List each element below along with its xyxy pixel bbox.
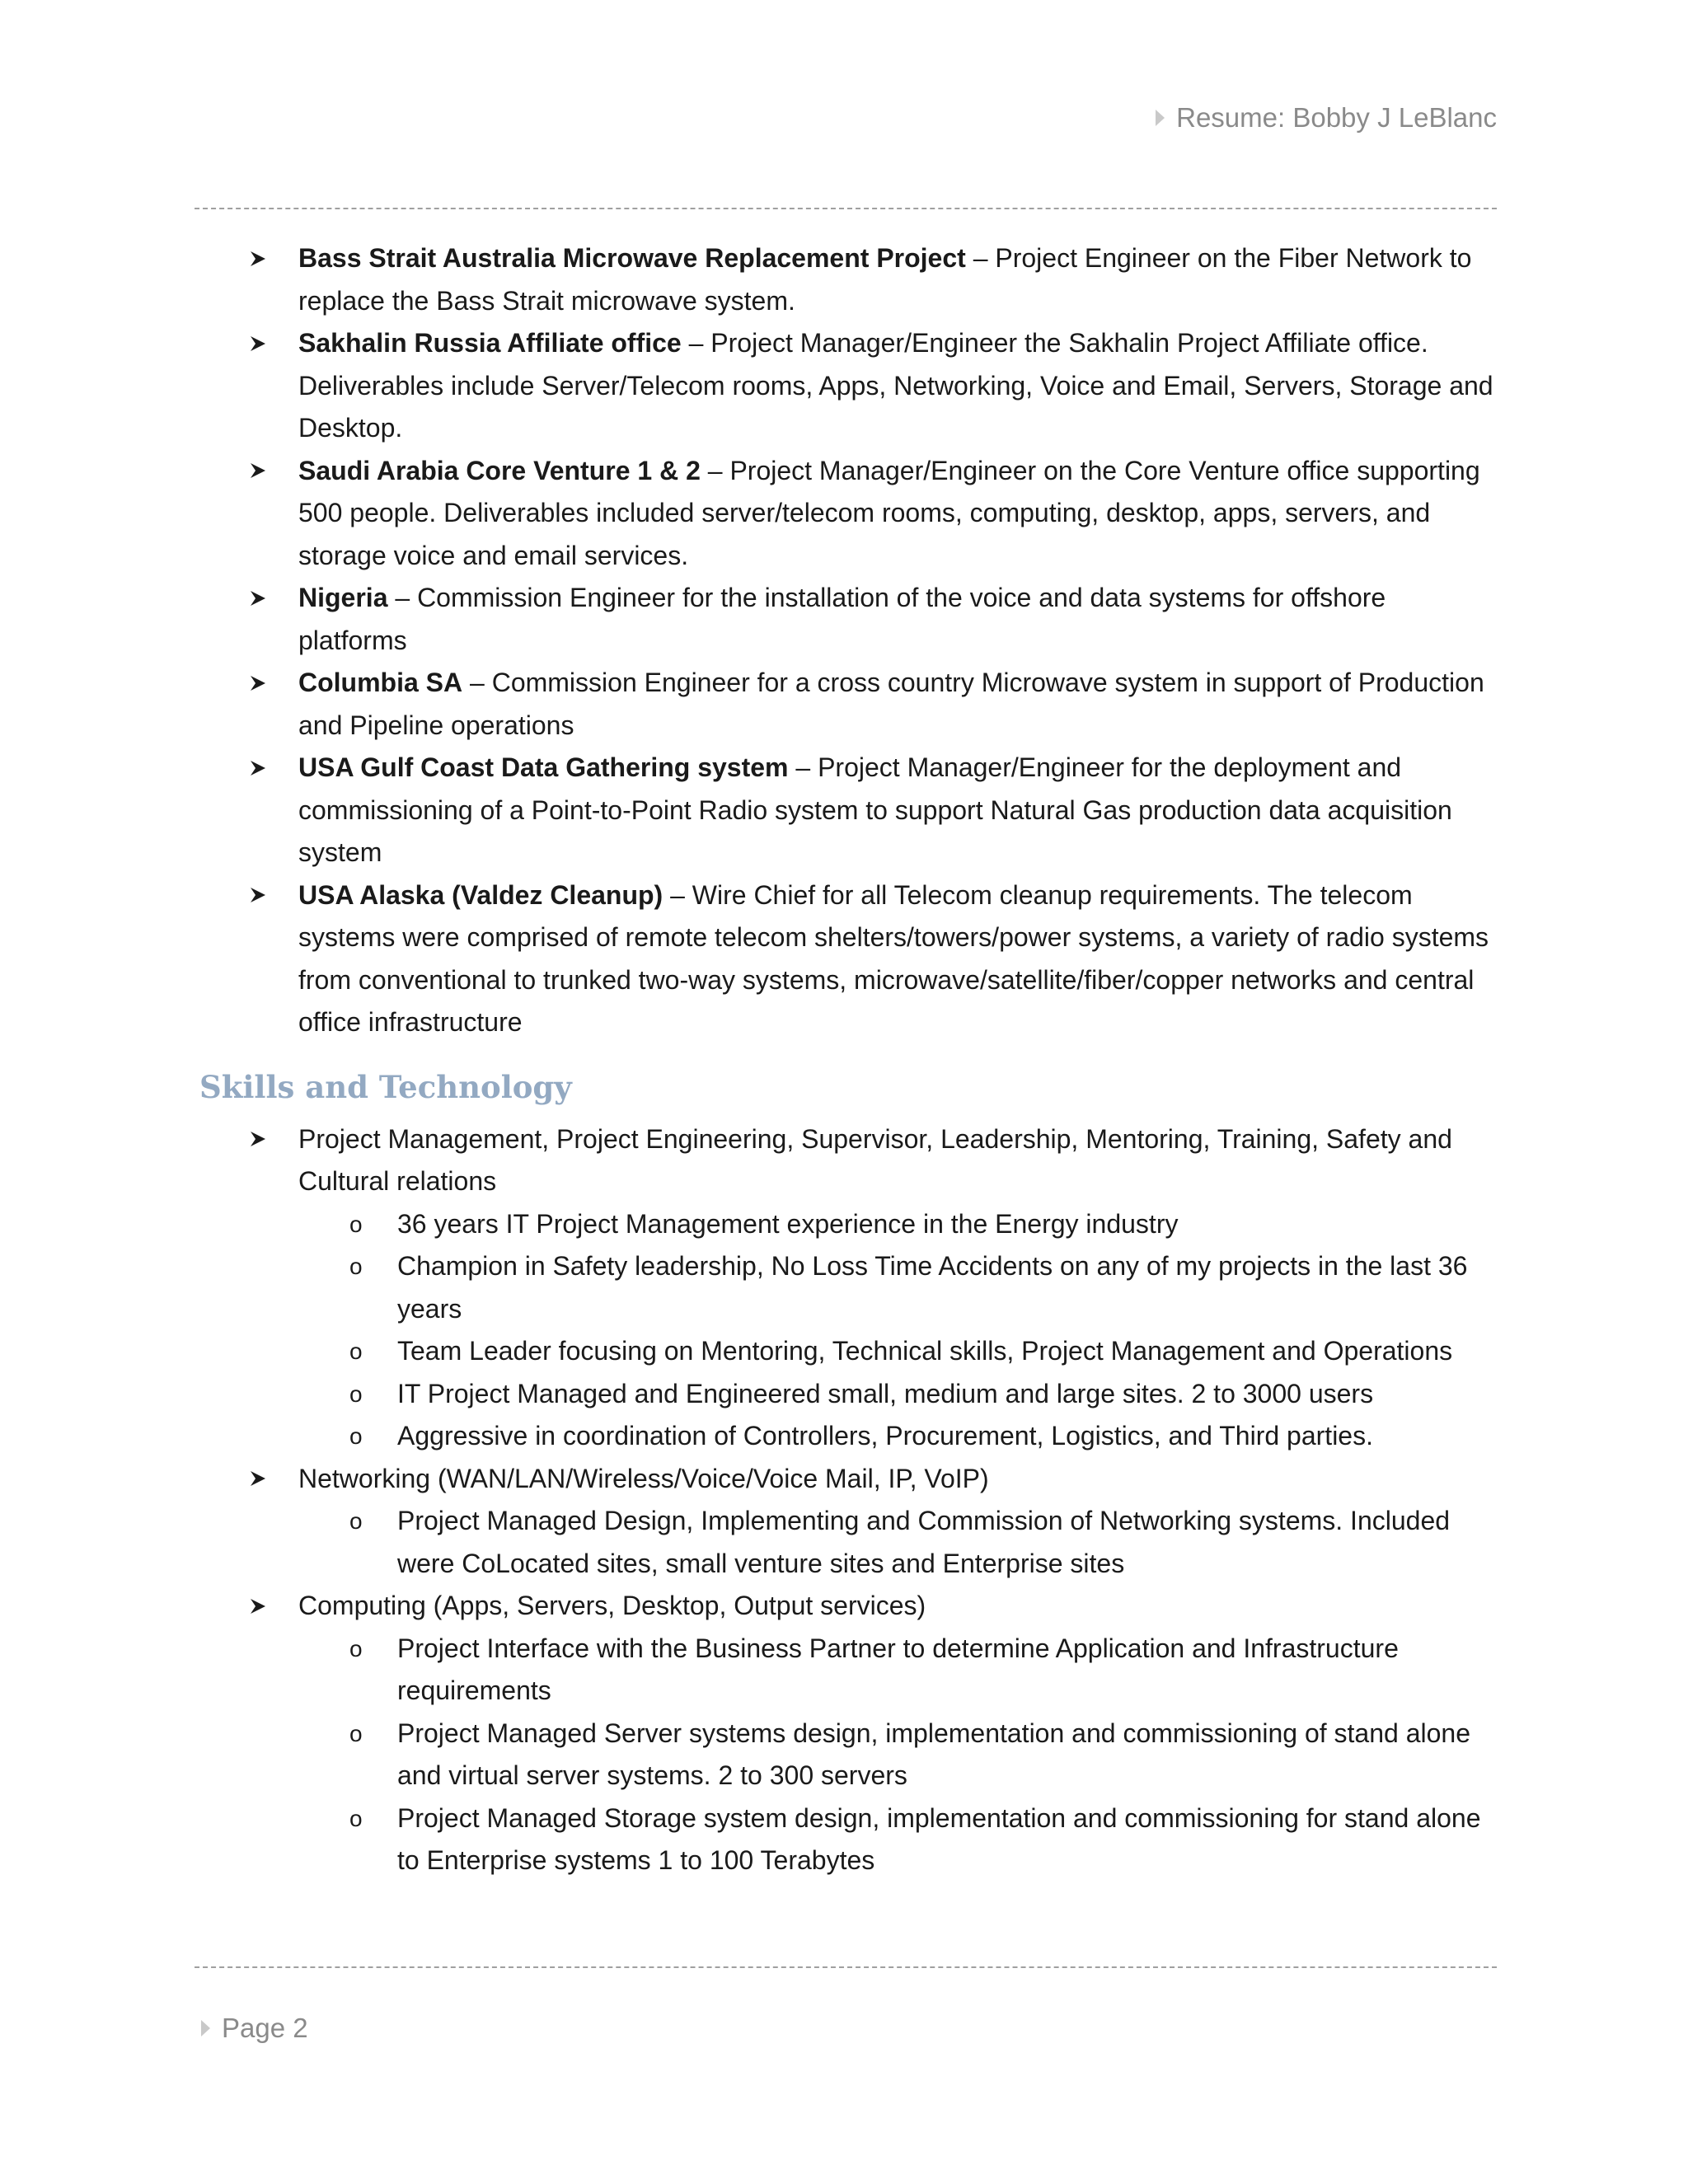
triangle-right-icon	[1156, 110, 1165, 126]
skill-item-text: Champion in Safety leadership, No Loss Time Accidents on any of my projects in the last 36 years	[397, 1251, 1468, 1324]
list-item	[298, 1713, 1497, 1797]
list-item	[195, 662, 1497, 747]
skill-item-text: Project Managed Design, Implementing and Commission of Networking systems. Included were CoLocated sites, small venture sites and Enterprise sites	[397, 1506, 1451, 1578]
section-heading-skills: Skills and Technology	[199, 1068, 572, 1105]
skill-item-text: 36 years IT Project Management experience in the Energy industry	[397, 1208, 1179, 1239]
header-divider	[195, 208, 1497, 209]
project-description: – Project Manager/Engineer on the Core Venture office supporting 500 people. Deliverables included server/telecom rooms, computing, desktop, apps, servers, and storage voice and email services.	[298, 455, 1480, 570]
project-title: USA Alaska (Valdez Cleanup)	[298, 879, 663, 910]
arrow-bullet-icon	[249, 237, 274, 279]
list-item	[298, 1797, 1497, 1882]
project-title: Columbia SA	[298, 668, 463, 697]
project-list	[195, 237, 1497, 1044]
list-item	[298, 1330, 1497, 1373]
circle-bullet-icon: o	[349, 1508, 363, 1534]
list-item	[195, 874, 1497, 1044]
arrow-bullet-icon	[249, 1585, 274, 1627]
project-description: – Project Manager/Engineer the Sakhalin Project Affiliate office. Deliverables include Server/Telecom rooms, Apps, Networking, Voice and Email, Servers, Storage and Desktop.	[298, 328, 1493, 443]
project-title: Bass Strait Australia Microwave Replacement Project	[298, 243, 966, 273]
circle-bullet-icon: o	[349, 1720, 363, 1746]
skill-item-text: Project Managed Server systems design, implementation and commissioning of stand alone and virtual server systems. 2 to 300 servers	[397, 1718, 1470, 1790]
skill-group	[195, 1118, 1497, 1458]
project-title: Sakhalin Russia Affiliate office	[298, 328, 682, 358]
circle-bullet-icon: o	[349, 1635, 363, 1661]
running-header-title: Resume: Bobby J LeBlanc	[1176, 102, 1497, 133]
circle-bullet-icon: o	[349, 1254, 363, 1279]
project-title: Saudi Arabia Core Venture 1 & 2	[298, 455, 701, 485]
list-item	[195, 322, 1497, 450]
list-item	[298, 1415, 1497, 1458]
skill-item-text: Aggressive in coordination of Controllers, Procurement, Logistics, and Third parties.	[397, 1421, 1373, 1451]
page-number: Page 2	[222, 2013, 308, 2043]
skill-sublist	[298, 1628, 1497, 1882]
circle-bullet-icon: o	[349, 1805, 363, 1831]
triangle-right-icon	[201, 2020, 210, 2036]
arrow-bullet-icon	[249, 577, 274, 619]
arrow-bullet-icon	[249, 662, 274, 704]
list-item	[195, 450, 1497, 578]
skill-item-text: IT Project Managed and Engineered small, medium and large sites. 2 to 3000 users	[397, 1378, 1374, 1408]
project-description: – Project Manager/Engineer for the deployment and commissioning of a Point-to-Point Radio system to support Natural Gas production data acquisition system	[298, 752, 1452, 867]
list-item	[298, 1628, 1497, 1713]
list-item	[195, 747, 1497, 874]
arrow-bullet-icon	[249, 1118, 274, 1160]
project-description: – Wire Chief for all Telecom cleanup requirements. The telecom systems were comprised of remote telecom shelters/towers/power systems, a variety of radio systems from conventional to trunked two-way systems, microwave/satellite/fiber/copper networks and central office infrastructure	[298, 879, 1489, 1037]
arrow-bullet-icon	[249, 747, 274, 789]
page-body	[195, 237, 1497, 1882]
skills-list	[195, 1118, 1497, 1882]
footer-divider	[195, 1966, 1497, 1968]
project-description: – Commission Engineer for the installation of the voice and data systems for offshore platforms	[298, 583, 1386, 655]
list-item	[298, 1245, 1497, 1330]
list-item	[298, 1373, 1497, 1416]
list-item	[195, 237, 1497, 322]
skill-group	[195, 1458, 1497, 1586]
skill-group-text: Computing (Apps, Servers, Desktop, Output services)	[298, 1591, 926, 1620]
arrow-bullet-icon	[249, 874, 274, 916]
arrow-bullet-icon	[249, 450, 274, 492]
page-footer	[201, 2013, 308, 2044]
circle-bullet-icon: o	[349, 1211, 363, 1237]
skill-item-text: Project Interface with the Business Partner to determine Application and Infrastructure requirements	[397, 1633, 1399, 1705]
list-item	[195, 577, 1497, 662]
project-title: Nigeria	[298, 583, 388, 612]
skill-sublist	[298, 1203, 1497, 1458]
project-description: – Commission Engineer for a cross country Microwave system in support of Production and Pipeline operations	[298, 668, 1484, 740]
skill-group	[195, 1585, 1497, 1882]
skill-sublist	[298, 1500, 1497, 1585]
project-title: USA Gulf Coast Data Gathering system	[298, 752, 789, 782]
arrow-bullet-icon	[249, 322, 274, 364]
list-item	[298, 1203, 1497, 1246]
running-header	[1156, 102, 1497, 134]
skill-group-text: Project Management, Project Engineering, Supervisor, Leadership, Mentoring, Training, Safety and Cultural relations	[298, 1123, 1452, 1196]
skill-item-text: Project Managed Storage system design, implementation and commissioning for stand alone to Enterprise systems 1 to 100 Terabytes	[397, 1802, 1481, 1875]
arrow-bullet-icon	[249, 1458, 274, 1500]
project-description: – Project Engineer on the Fiber Network to replace the Bass Strait microwave system.	[298, 243, 1472, 316]
skill-group-text: Networking (WAN/LAN/Wireless/Voice/Voice Mail, IP, VoIP)	[298, 1463, 989, 1493]
circle-bullet-icon: o	[349, 1338, 363, 1364]
circle-bullet-icon: o	[349, 1423, 363, 1449]
list-item	[298, 1500, 1497, 1585]
skill-item-text: Team Leader focusing on Mentoring, Technical skills, Project Management and Operations	[397, 1336, 1453, 1366]
circle-bullet-icon: o	[349, 1380, 363, 1407]
